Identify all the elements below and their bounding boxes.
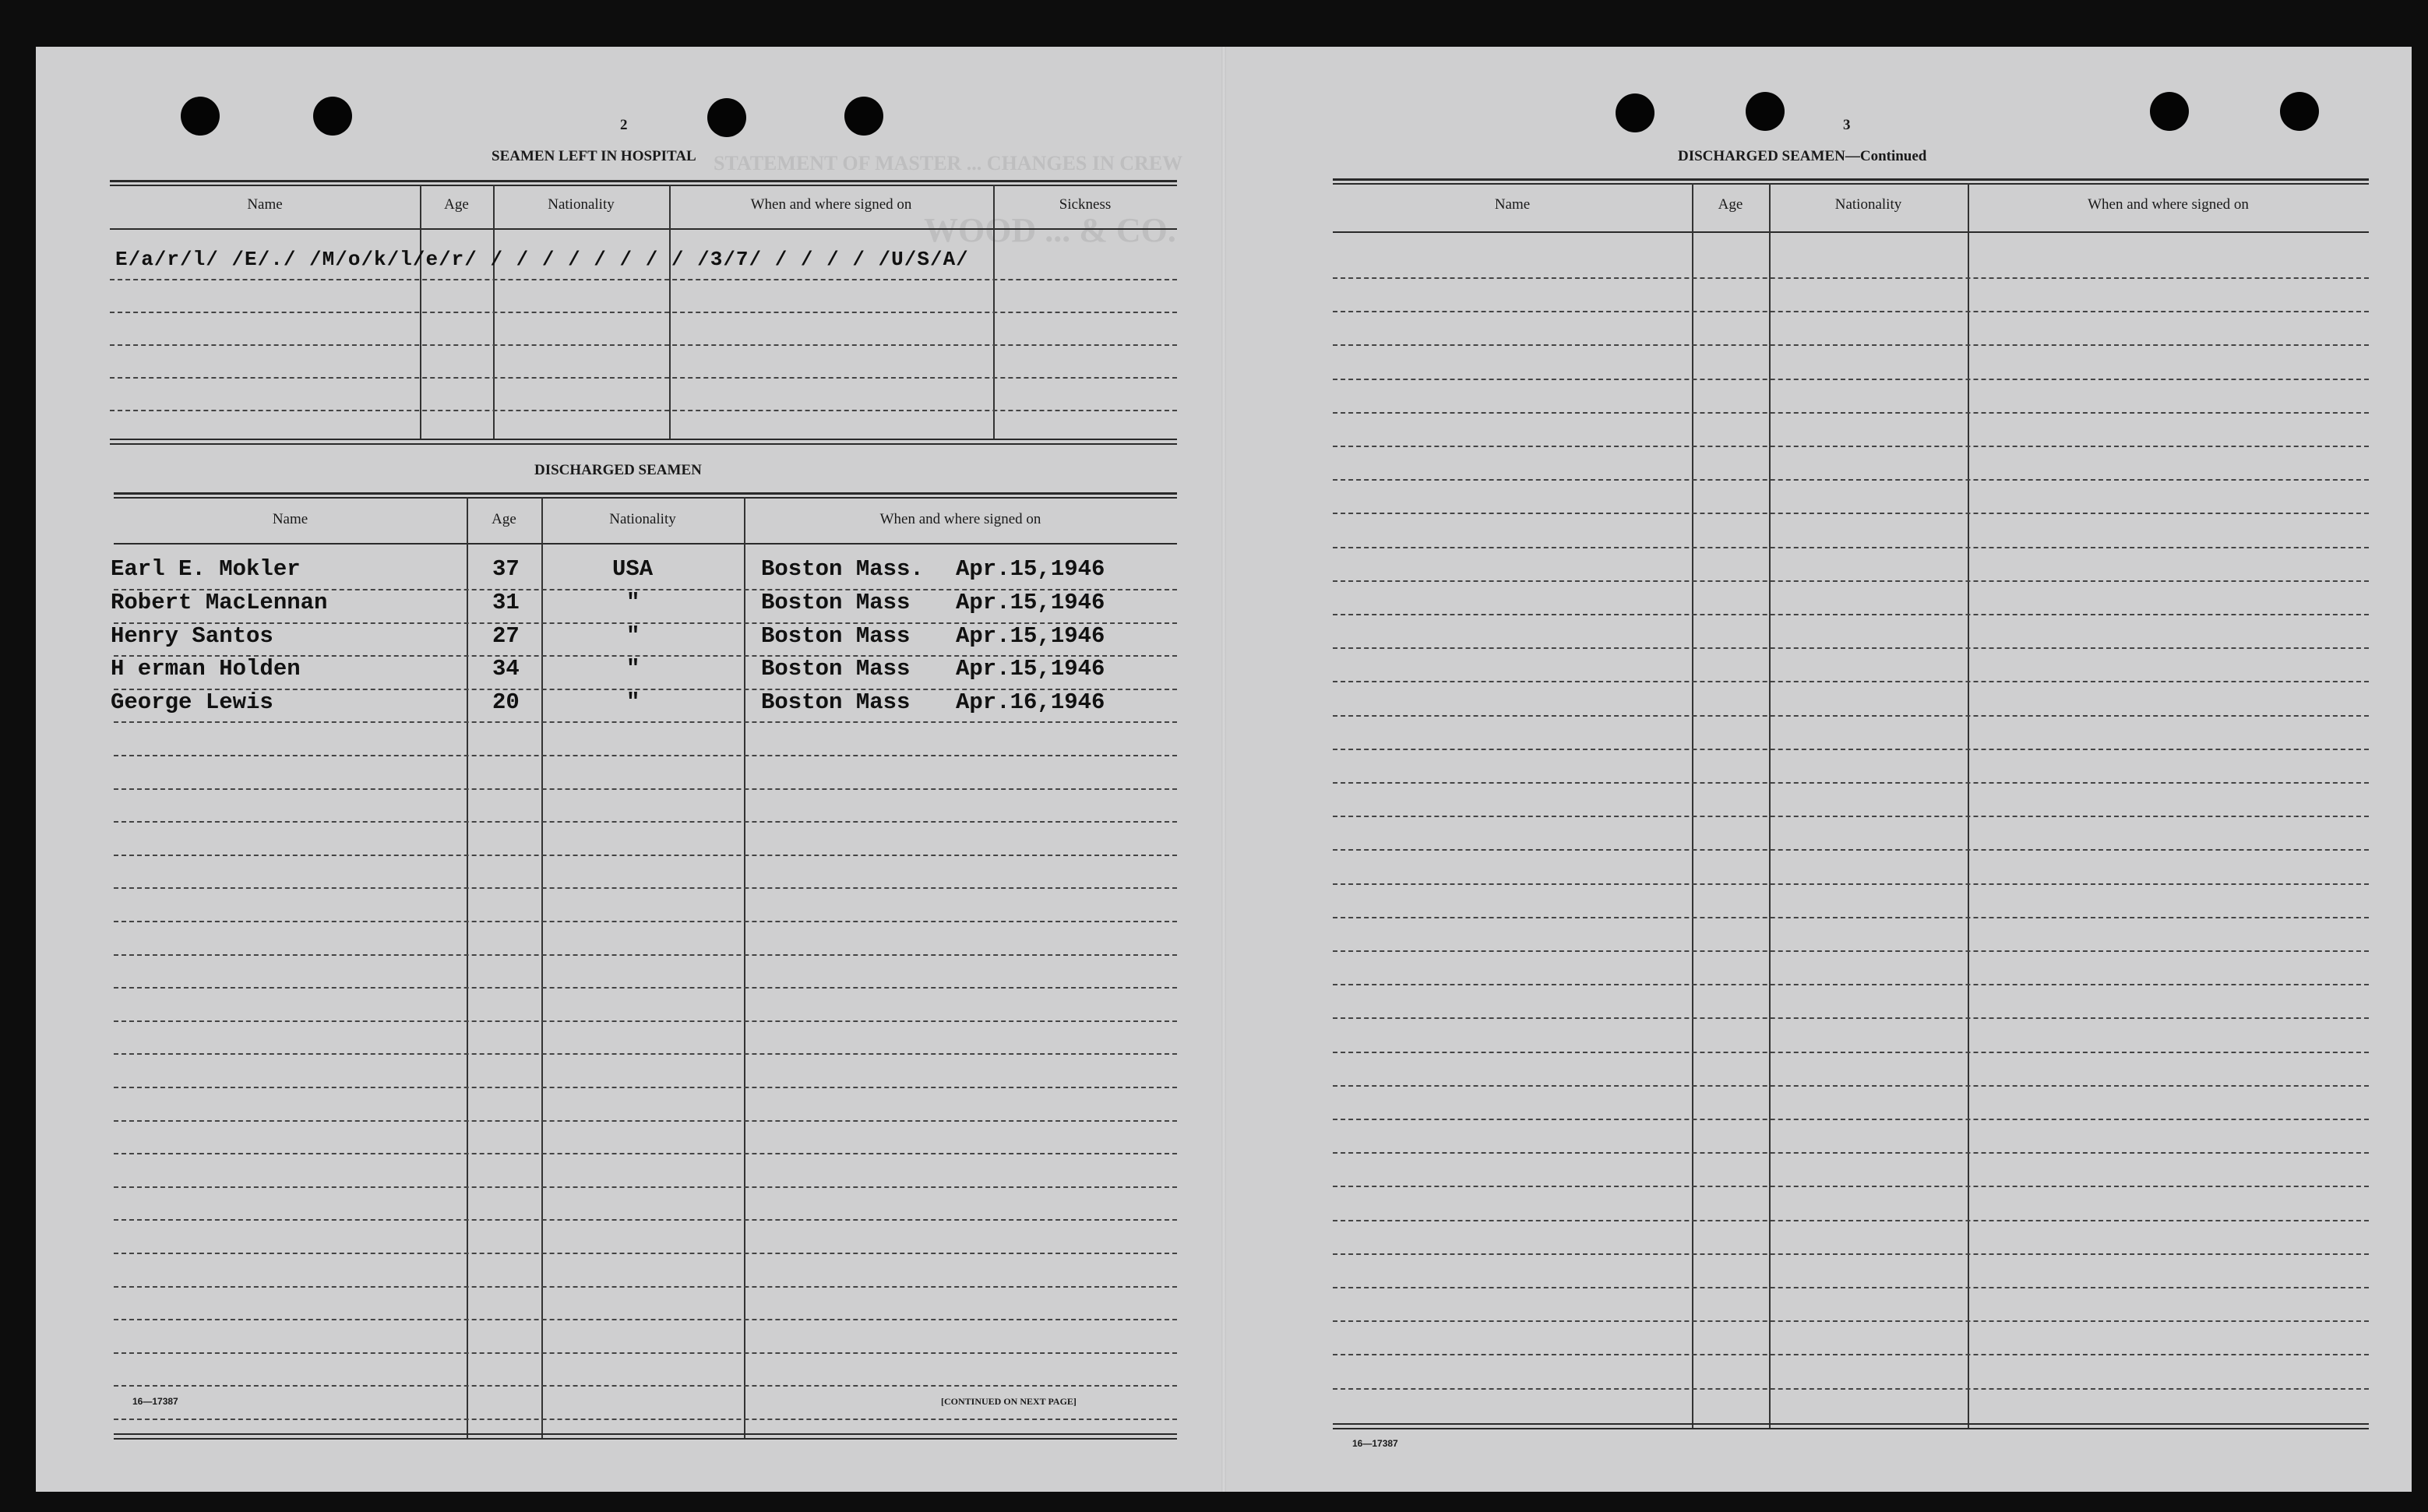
row-line xyxy=(1333,446,2369,447)
table-top-rule xyxy=(114,492,1177,495)
column-header-nationality: Nationality xyxy=(1834,196,1902,213)
title-suffix: —Continued xyxy=(1845,148,1927,164)
row-age: 37 xyxy=(492,556,520,582)
row-date: Apr.15,1946 xyxy=(956,656,1105,682)
row-line xyxy=(110,312,1177,313)
discharged-section-title: DISCHARGED SEAMEN xyxy=(534,462,702,478)
row-line xyxy=(1333,513,2369,514)
row-line xyxy=(1333,1354,2369,1355)
table-bottom-rule xyxy=(110,439,1177,440)
row-line xyxy=(114,755,1177,756)
table-top-rule xyxy=(1333,178,2369,181)
row-line xyxy=(1333,1220,2369,1221)
row-nationality: " xyxy=(626,590,640,615)
bleed-through: WOOD ... & CO. xyxy=(924,211,1176,249)
column-header-age: Age xyxy=(492,511,516,527)
hospital-section-title: SEAMEN LEFT IN HOSPITAL xyxy=(492,148,696,164)
row-line xyxy=(114,1053,1177,1055)
row-line xyxy=(1333,311,2369,312)
row-age: 31 xyxy=(492,590,520,615)
header-bottom-rule xyxy=(114,543,1177,545)
row-line xyxy=(1333,344,2369,346)
table-top-rule xyxy=(114,497,1177,499)
row-line xyxy=(114,821,1177,823)
row-line xyxy=(1333,1253,2369,1255)
row-name: George Lewis xyxy=(111,689,273,715)
row-line xyxy=(110,410,1177,411)
row-line xyxy=(1333,1085,2369,1087)
row-date: Apr.15,1946 xyxy=(956,556,1105,582)
page-number: 3 xyxy=(1843,117,1851,133)
row-line xyxy=(110,377,1177,379)
row-place: Boston Mass xyxy=(761,656,911,682)
punch-hole xyxy=(707,98,746,137)
row-name: Henry Santos xyxy=(111,623,273,649)
page-number: 2 xyxy=(620,117,628,133)
row-place: Boston Mass. xyxy=(761,556,924,582)
column-divider xyxy=(467,497,468,1438)
row-line xyxy=(1333,647,2369,649)
row-line xyxy=(114,1219,1177,1221)
header-bottom-rule xyxy=(110,228,1177,230)
row-line xyxy=(1333,715,2369,717)
row-line xyxy=(114,987,1177,989)
document-sheet xyxy=(36,47,2412,1492)
header-bottom-rule xyxy=(1333,231,2369,233)
bleed-through: STATEMENT OF MASTER ... CHANGES IN CREW xyxy=(714,152,1183,174)
row-line xyxy=(114,1153,1177,1154)
row-line xyxy=(1333,1186,2369,1187)
row-line xyxy=(114,1352,1177,1354)
row-line xyxy=(114,788,1177,790)
row-line xyxy=(1333,412,2369,414)
table-bottom-rule xyxy=(110,443,1177,445)
row-line xyxy=(1333,277,2369,279)
row-line xyxy=(1333,782,2369,784)
column-divider xyxy=(744,497,745,1438)
row-line xyxy=(114,855,1177,856)
row-line xyxy=(1333,614,2369,615)
column-header-signed-on: When and where signed on xyxy=(750,196,912,213)
row-line xyxy=(1333,1287,2369,1288)
row-line xyxy=(1333,1152,2369,1154)
row-line xyxy=(114,887,1177,889)
row-line xyxy=(1333,479,2369,481)
crossed-out-entry: E/a/r/l/ /E/./ /M/o/k/l/e/r/ / / / / / / / / /3/7/ / / / / /U/S/A/ xyxy=(115,248,969,271)
continued-note: [CONTINUED ON NEXT PAGE] xyxy=(941,1396,1077,1407)
punch-hole xyxy=(1746,92,1785,131)
column-header-nationality: Nationality xyxy=(609,511,676,527)
left-page xyxy=(36,47,1224,1492)
row-line xyxy=(110,279,1177,280)
column-header-signed-on: When and where signed on xyxy=(879,511,1041,527)
row-line xyxy=(1333,984,2369,985)
row-line xyxy=(114,721,1177,723)
row-line xyxy=(1333,580,2369,582)
title-main: DISCHARGED SEAMEN xyxy=(1678,148,1845,164)
column-header-sickness: Sickness xyxy=(1059,196,1112,213)
row-date: Apr.15,1946 xyxy=(956,590,1105,615)
row-line xyxy=(1333,681,2369,682)
row-place: Boston Mass xyxy=(761,590,911,615)
row-line xyxy=(1333,1388,2369,1390)
row-age: 20 xyxy=(492,689,520,715)
row-line xyxy=(1333,816,2369,817)
row-line xyxy=(114,1087,1177,1088)
row-line xyxy=(1333,1017,2369,1019)
row-date: Apr.15,1946 xyxy=(956,623,1105,649)
column-header-age: Age xyxy=(444,196,469,213)
row-line xyxy=(114,1020,1177,1022)
column-divider xyxy=(1692,183,1693,1428)
punch-hole xyxy=(844,97,883,136)
right-page xyxy=(1224,47,2412,1492)
punch-hole xyxy=(1616,93,1654,132)
row-nationality: USA xyxy=(612,556,654,582)
row-nationality: " xyxy=(626,689,640,715)
row-line xyxy=(114,1253,1177,1254)
discharged-continued-title xyxy=(1678,148,1926,165)
table-bottom-rule xyxy=(114,1433,1177,1435)
row-line xyxy=(114,921,1177,922)
row-age: 27 xyxy=(492,623,520,649)
column-header-name: Name xyxy=(272,511,308,527)
table-bottom-rule xyxy=(114,1438,1177,1440)
row-line xyxy=(1333,547,2369,548)
column-divider xyxy=(541,497,543,1438)
row-nationality: " xyxy=(626,656,640,682)
table-top-rule xyxy=(110,180,1177,182)
row-line xyxy=(1333,1119,2369,1120)
column-header-age: Age xyxy=(1718,196,1743,213)
row-line xyxy=(1333,379,2369,380)
form-number: 16—17387 xyxy=(1352,1438,1398,1449)
table-bottom-rule xyxy=(1333,1428,2369,1429)
column-header-name: Name xyxy=(247,196,283,213)
row-line xyxy=(1333,883,2369,885)
row-line xyxy=(114,1120,1177,1122)
row-name: H erman Holden xyxy=(111,656,301,682)
row-name: Earl E. Mokler xyxy=(111,556,301,582)
form-number: 16—17387 xyxy=(132,1396,178,1407)
row-line xyxy=(114,1319,1177,1320)
row-line xyxy=(114,1385,1177,1387)
punch-hole xyxy=(2280,92,2319,131)
row-place: Boston Mass xyxy=(761,689,911,715)
row-line xyxy=(114,1419,1177,1420)
punch-hole xyxy=(2150,92,2189,131)
row-place: Boston Mass xyxy=(761,623,911,649)
table-top-rule xyxy=(110,185,1177,186)
row-nationality: " xyxy=(626,623,640,649)
table-bottom-rule xyxy=(1333,1423,2369,1425)
row-line xyxy=(114,954,1177,956)
row-name: Robert MacLennan xyxy=(111,590,328,615)
row-line xyxy=(1333,950,2369,952)
row-line xyxy=(1333,1052,2369,1053)
row-line xyxy=(1333,749,2369,750)
row-line xyxy=(110,344,1177,346)
row-date: Apr.16,1946 xyxy=(956,689,1105,715)
column-header-nationality: Nationality xyxy=(548,196,615,213)
column-divider xyxy=(1968,183,1969,1428)
row-line xyxy=(1333,849,2369,851)
row-line xyxy=(1333,917,2369,918)
punch-hole xyxy=(313,97,352,136)
punch-hole xyxy=(181,97,220,136)
column-header-name: Name xyxy=(1494,196,1531,213)
row-age: 34 xyxy=(492,656,520,682)
table-top-rule xyxy=(1333,183,2369,185)
column-divider xyxy=(1769,183,1771,1428)
row-line xyxy=(114,1186,1177,1188)
row-line xyxy=(1333,1320,2369,1322)
row-line xyxy=(114,1286,1177,1288)
column-header-signed-on: When and where signed on xyxy=(2088,196,2249,213)
